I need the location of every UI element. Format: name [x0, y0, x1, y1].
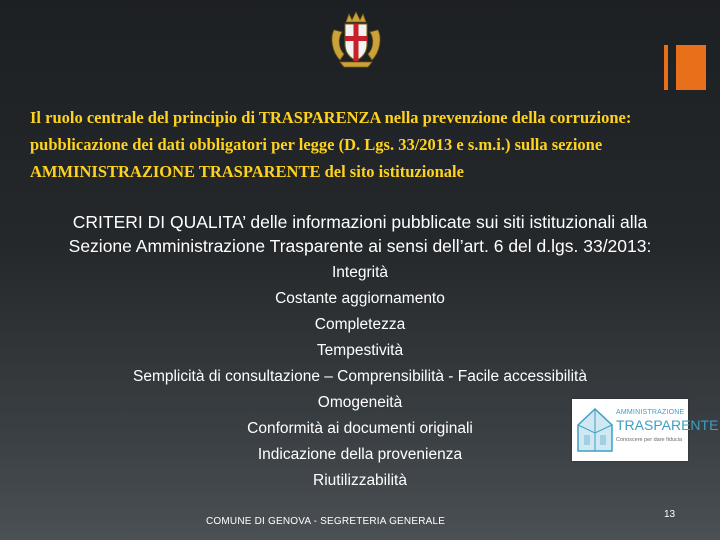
house-logo-icon — [576, 405, 614, 455]
title-line: AMMINISTRAZIONE TRASPARENTE del sito istituzionale — [30, 162, 464, 181]
logo-line-3: Conoscere per dare fiducia — [616, 437, 683, 443]
criteria-item: Omogeneità — [317, 394, 403, 411]
criteria-item: Costante aggiornamento — [275, 290, 445, 307]
accent-bar-thin — [664, 45, 668, 90]
page-number: 13 — [664, 509, 676, 520]
criteria-item: Conformità ai documenti originali — [247, 420, 473, 437]
title-line: pubblicazione dei dati obbligatori per legge (D. Lgs. 33/2013 e s.m.i.) sulla sezione — [30, 135, 603, 154]
intro-text — [0, 210, 720, 258]
criteria-item: Completezza — [314, 316, 406, 333]
logo-line-2: TRASPARENTE — [616, 417, 719, 433]
footer-text: COMUNE DI GENOVA - SEGRETERIA GENERALE — [206, 516, 446, 527]
criteria-item: Semplicità di consultazione – Comprensibilità - Facile accessibilità — [132, 368, 587, 385]
criteria-item: Integrità — [331, 264, 388, 281]
amministrazione-trasparente-logo — [572, 399, 719, 461]
intro-line: Sezione Amministrazione Trasparente ai sensi dell’art. 6 del d.lgs. 33/2013: — [68, 236, 652, 256]
criteria-item: Riutilizzabilità — [313, 472, 407, 489]
criteria-item: Indicazione della provenienza — [257, 446, 463, 463]
slide-title — [30, 104, 650, 185]
logo-line-1: AMMINISTRAZIONE — [616, 409, 685, 416]
accent-bar-thick — [676, 45, 706, 90]
genova-crest-icon — [326, 8, 386, 70]
title-line: Il ruolo centrale del principio di TRASPARENZA nella prevenzione della corruzione: — [30, 108, 632, 127]
intro-line: CRITERI DI QUALITA’ delle informazioni pubblicate sui siti istituzionali alla — [72, 212, 648, 232]
criteria-item: Tempestività — [316, 342, 404, 359]
